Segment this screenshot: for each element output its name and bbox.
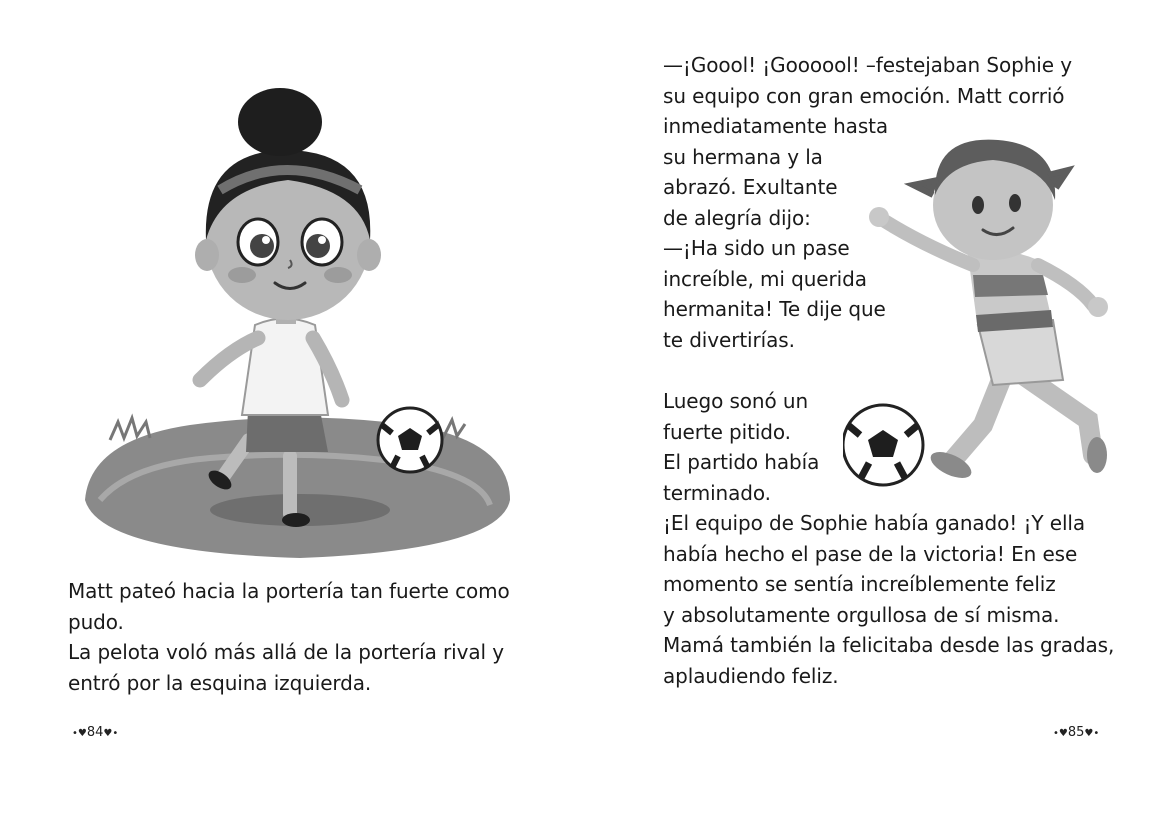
left-page-paragraph [68, 576, 510, 698]
paragraph-line: La pelota voló más allá de la portería rival y [68, 640, 504, 664]
paragraph-line: —¡Goool! ¡Goooool! –festejaban Sophie y [663, 53, 1072, 77]
paragraph-line: momento se sentía increíblemente feliz [663, 572, 1056, 596]
heart-icon: ♥• [1084, 728, 1100, 739]
paragraph-line: fuerte pitido. [663, 419, 791, 444]
paragraph-line: —¡Ha sido un pase [663, 236, 850, 260]
heart-icon: •♥ [1053, 728, 1068, 739]
page-number-right: •♥85♥• [1053, 725, 1100, 740]
right-page-paragraph-1 [663, 50, 1072, 355]
paragraph-line: El partido había [663, 450, 820, 474]
paragraph-line: Mamá también la felicitaba desde las gradas, [663, 633, 1115, 657]
right-page-paragraph-2 [663, 386, 1114, 691]
paragraph-line: entró por la esquina izquierda. [68, 670, 372, 695]
paragraph-line: hermanita! Te dije que [663, 297, 886, 321]
paragraph-line: Matt pateó hacia la portería tan fuerte como [68, 579, 510, 603]
heart-icon: •♥ [72, 728, 87, 739]
paragraph-line: y absolutamente orgullosa de sí misma. [663, 602, 1060, 627]
girl-kicking-ball-illustration [70, 80, 520, 565]
soccer-ball-icon [378, 408, 442, 472]
paragraph-line: su equipo con gran emoción. Matt corrió [663, 83, 1065, 108]
paragraph-line: te divertirías. [663, 327, 795, 352]
paragraph-line: pudo. [68, 609, 124, 634]
paragraph-line: terminado. [663, 480, 771, 505]
heart-icon: ♥• [103, 728, 119, 739]
page-number-left: •♥84♥• [72, 725, 119, 740]
paragraph-line: abrazó. Exultante [663, 175, 838, 199]
paragraph-line: había hecho el pase de la victoria! En ese [663, 541, 1078, 566]
paragraph-line: ¡El equipo de Sophie había ganado! ¡Y ella [663, 511, 1086, 535]
paragraph-line: aplaudiendo feliz. [663, 663, 839, 688]
paragraph-line: de alegría dijo: [663, 205, 811, 230]
paragraph-line: Luego sonó un [663, 389, 809, 413]
paragraph-line: inmediatamente hasta [663, 114, 889, 138]
paragraph-line: increíble, mi querida [663, 266, 867, 291]
right-page [583, 0, 1166, 813]
paragraph-line: su hermana y la [663, 144, 823, 169]
